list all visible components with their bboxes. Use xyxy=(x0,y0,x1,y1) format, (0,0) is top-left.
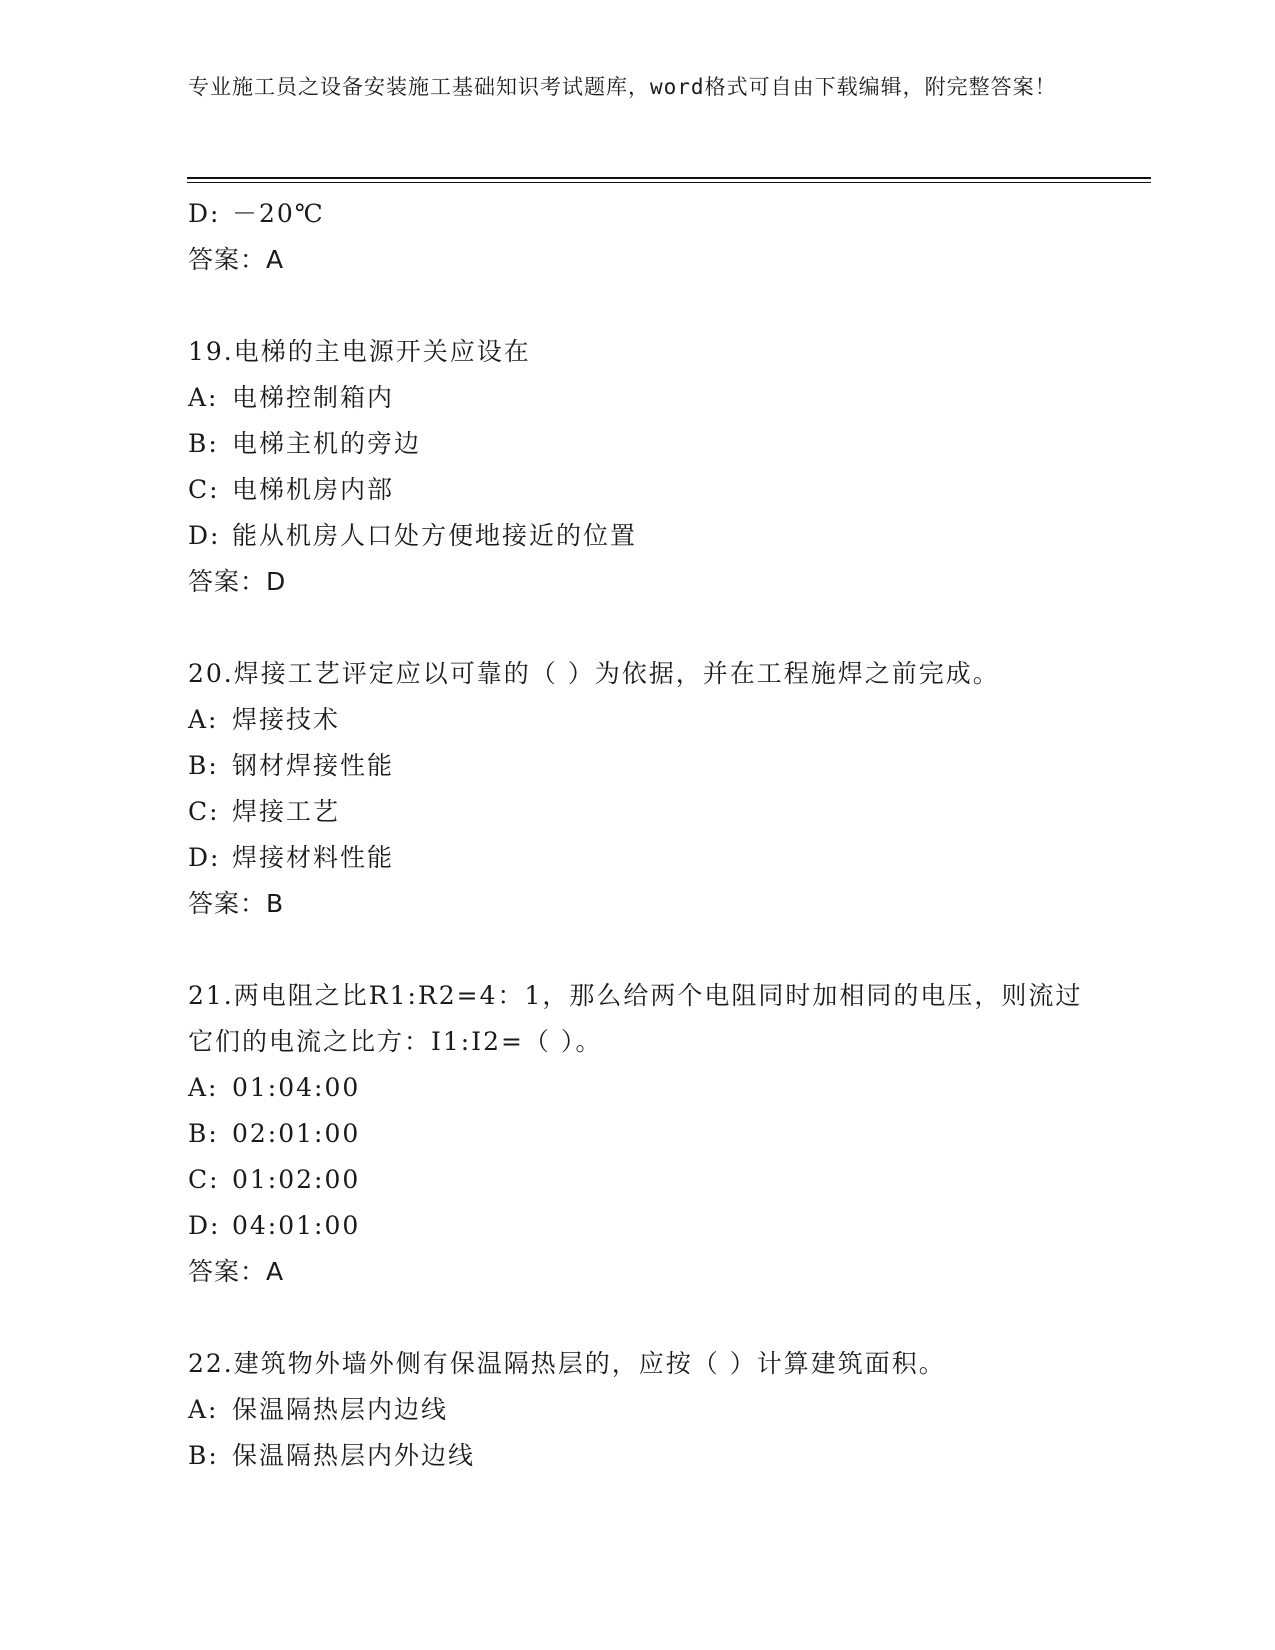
option-d xyxy=(188,513,1088,559)
option-letter: C: xyxy=(188,475,220,504)
question-20 xyxy=(188,651,1088,927)
answer-line: 答案：A xyxy=(188,245,285,274)
option-letter: B: xyxy=(188,751,219,780)
option-text: 电梯控制箱内 xyxy=(232,383,395,412)
option-text: 保温隔热层内边线 xyxy=(232,1395,449,1424)
option-text: 01:04:00 xyxy=(232,1073,361,1102)
option-c xyxy=(188,467,1088,513)
option-text: 电梯主机的旁边 xyxy=(232,429,422,458)
option-text: －20℃ xyxy=(232,199,325,228)
header-divider-thin xyxy=(187,182,1151,183)
option-letter: D: xyxy=(188,199,221,228)
option-text: 焊接工艺 xyxy=(232,797,341,826)
question-stem: 19.电梯的主电源开关应设在 xyxy=(188,337,531,366)
header-title: 专业施工员之设备安装施工基础知识考试题库，word格式可自由下载编辑，附完整答案！ xyxy=(188,75,1057,99)
question-stem: 22.建筑物外墙外侧有保温隔热层的，应按（ ）计算建筑面积。 xyxy=(188,1349,946,1378)
answer-line: 答案：A xyxy=(188,1257,285,1286)
option-d xyxy=(188,191,1088,237)
document-header xyxy=(188,72,1068,103)
question-stem: 20.焊接工艺评定应以可靠的（ ）为依据，并在工程施焊之前完成。 xyxy=(188,659,1000,688)
question-22 xyxy=(188,1341,1088,1479)
option-letter: A: xyxy=(188,1073,219,1102)
option-letter: D: xyxy=(188,521,221,550)
option-letter: D: xyxy=(188,1211,221,1240)
option-a xyxy=(188,1387,1088,1433)
option-text: 保温隔热层内外边线 xyxy=(232,1441,476,1470)
question-21 xyxy=(188,973,1088,1295)
option-text: 电梯机房内部 xyxy=(232,475,395,504)
option-c xyxy=(188,1157,1088,1203)
option-text: 能从机房人口处方便地接近的位置 xyxy=(232,521,638,550)
option-text: 02:01:00 xyxy=(232,1119,361,1148)
option-letter: C: xyxy=(188,1165,220,1194)
question-list xyxy=(188,191,1088,1479)
option-d xyxy=(188,1203,1088,1249)
option-text: 焊接技术 xyxy=(232,705,341,734)
option-text: 04:01:00 xyxy=(232,1211,361,1240)
answer-line: 答案：D xyxy=(188,567,287,596)
option-letter: C: xyxy=(188,797,220,826)
option-a xyxy=(188,375,1088,421)
option-letter: A: xyxy=(188,383,219,412)
option-c xyxy=(188,789,1088,835)
option-a xyxy=(188,697,1088,743)
option-letter: B: xyxy=(188,1441,219,1470)
header-divider xyxy=(187,177,1151,179)
option-a xyxy=(188,1065,1088,1111)
option-letter: D: xyxy=(188,843,221,872)
option-text: 钢材焊接性能 xyxy=(232,751,395,780)
option-letter: A: xyxy=(188,1395,219,1424)
question-19 xyxy=(188,329,1088,605)
answer-line: 答案：B xyxy=(188,889,285,918)
option-letter: B: xyxy=(188,1119,219,1148)
option-b xyxy=(188,1433,1088,1479)
option-text: 焊接材料性能 xyxy=(232,843,395,872)
option-b xyxy=(188,743,1088,789)
option-d xyxy=(188,835,1088,881)
option-b xyxy=(188,421,1088,467)
question-stem: 21.两电阻之比R1:R2=4：1，那么给两个电阻同时加相同的电压，则流过它们的电流之比方：I1:I2=（ ）。 xyxy=(188,981,1083,1056)
option-letter: A: xyxy=(188,705,219,734)
option-text: 01:02:00 xyxy=(232,1165,361,1194)
option-b xyxy=(188,1111,1088,1157)
option-letter: B: xyxy=(188,429,219,458)
